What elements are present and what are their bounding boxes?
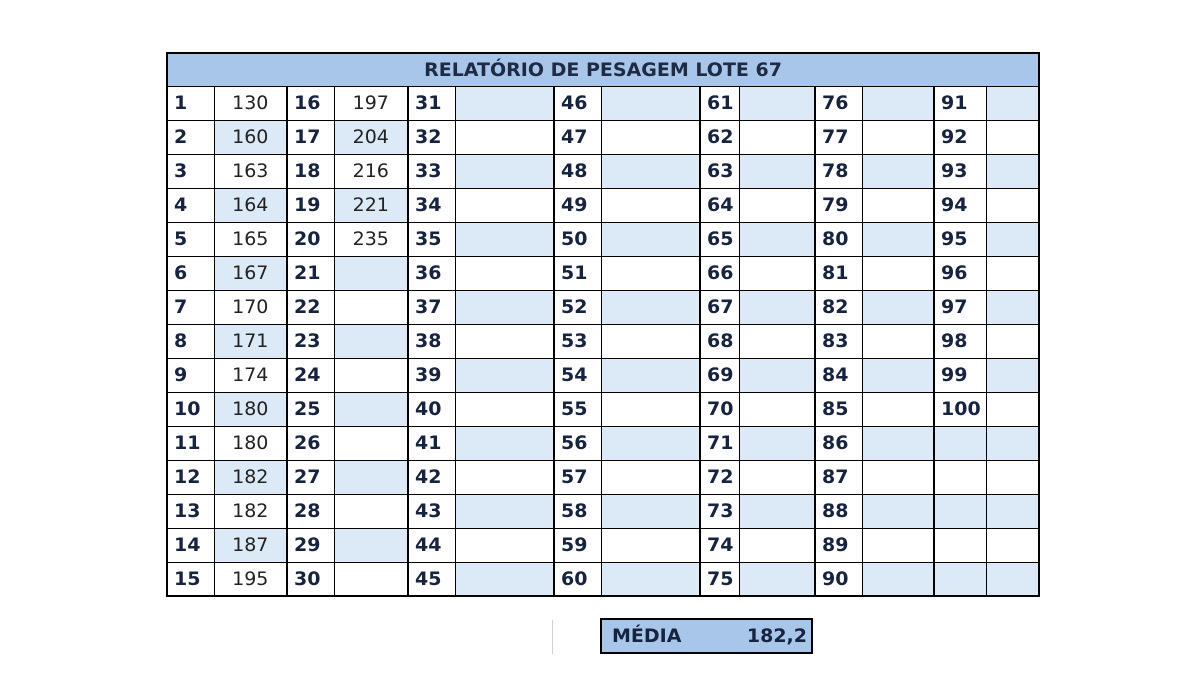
item-number-cell: 93	[934, 154, 986, 188]
item-number-cell: 86	[815, 426, 862, 460]
weight-value-cell	[739, 460, 815, 494]
table-row	[167, 392, 1039, 426]
item-number-cell: 46	[554, 86, 601, 120]
weight-value-cell	[739, 528, 815, 562]
weight-value-cell	[601, 290, 700, 324]
item-number-cell: 5	[167, 222, 214, 256]
item-number-cell: 67	[700, 290, 739, 324]
item-number-cell: 12	[167, 460, 214, 494]
weight-value-cell	[739, 358, 815, 392]
weight-value-cell	[601, 494, 700, 528]
weight-value-cell	[334, 358, 408, 392]
weight-value-cell	[986, 256, 1039, 290]
weight-value-cell	[455, 188, 554, 222]
item-number-cell: 36	[408, 256, 455, 290]
item-number-cell: 17	[287, 120, 334, 154]
table-row	[167, 460, 1039, 494]
weight-value-cell: 182	[214, 494, 287, 528]
item-number-cell: 64	[700, 188, 739, 222]
item-number-cell: 13	[167, 494, 214, 528]
weight-value-cell	[862, 120, 934, 154]
item-number-cell: 85	[815, 392, 862, 426]
item-number-cell: 20	[287, 222, 334, 256]
weight-value-cell	[601, 256, 700, 290]
table-row	[167, 290, 1039, 324]
weight-value-cell	[862, 290, 934, 324]
item-number-cell	[934, 562, 986, 596]
item-number-cell: 2	[167, 120, 214, 154]
item-number-cell: 8	[167, 324, 214, 358]
item-number-cell: 73	[700, 494, 739, 528]
average-value: 182,2	[746, 625, 807, 647]
item-number-cell: 74	[700, 528, 739, 562]
weight-value-cell	[455, 494, 554, 528]
item-number-cell: 6	[167, 256, 214, 290]
table-row	[167, 324, 1039, 358]
item-number-cell: 50	[554, 222, 601, 256]
weight-value-cell	[739, 188, 815, 222]
item-number-cell: 44	[408, 528, 455, 562]
weight-value-cell	[455, 460, 554, 494]
item-number-cell: 63	[700, 154, 739, 188]
weight-value-cell: 165	[214, 222, 287, 256]
weight-value-cell: 180	[214, 426, 287, 460]
report-title: RELATÓRIO DE PESAGEM LOTE 67	[167, 53, 1039, 86]
item-number-cell: 58	[554, 494, 601, 528]
table-row	[167, 426, 1039, 460]
item-number-cell: 53	[554, 324, 601, 358]
item-number-cell: 15	[167, 562, 214, 596]
item-number-cell: 90	[815, 562, 862, 596]
item-number-cell: 42	[408, 460, 455, 494]
weight-value-cell	[334, 562, 408, 596]
item-number-cell: 22	[287, 290, 334, 324]
item-number-cell: 35	[408, 222, 455, 256]
item-number-cell: 9	[167, 358, 214, 392]
weight-value-cell	[455, 358, 554, 392]
item-number-cell: 96	[934, 256, 986, 290]
weight-value-cell: 171	[214, 324, 287, 358]
weight-value-cell	[334, 494, 408, 528]
item-number-cell	[934, 460, 986, 494]
weight-value-cell	[455, 392, 554, 426]
item-number-cell: 3	[167, 154, 214, 188]
table-row	[167, 188, 1039, 222]
item-number-cell: 81	[815, 256, 862, 290]
table-row	[167, 358, 1039, 392]
weight-value-cell	[739, 154, 815, 188]
weight-value-cell	[739, 324, 815, 358]
weight-value-cell	[862, 528, 934, 562]
item-number-cell: 88	[815, 494, 862, 528]
weight-value-cell	[862, 222, 934, 256]
item-number-cell: 92	[934, 120, 986, 154]
item-number-cell: 23	[287, 324, 334, 358]
weight-value-cell	[739, 120, 815, 154]
weight-value-cell: 195	[214, 562, 287, 596]
average-box	[600, 618, 813, 654]
title-row	[167, 53, 1039, 86]
weight-value-cell	[601, 528, 700, 562]
weight-value-cell	[455, 562, 554, 596]
item-number-cell: 77	[815, 120, 862, 154]
item-number-cell: 26	[287, 426, 334, 460]
item-number-cell: 39	[408, 358, 455, 392]
item-number-cell: 54	[554, 358, 601, 392]
item-number-cell: 98	[934, 324, 986, 358]
table-row	[167, 120, 1039, 154]
weight-value-cell: 221	[334, 188, 408, 222]
item-number-cell: 55	[554, 392, 601, 426]
weight-value-cell	[334, 392, 408, 426]
average-label: MÉDIA	[612, 625, 682, 647]
item-number-cell: 41	[408, 426, 455, 460]
item-number-cell: 59	[554, 528, 601, 562]
weight-value-cell	[334, 256, 408, 290]
weight-value-cell	[862, 562, 934, 596]
weight-value-cell	[986, 324, 1039, 358]
weight-value-cell	[334, 426, 408, 460]
weight-value-cell	[601, 324, 700, 358]
weight-value-cell: 182	[214, 460, 287, 494]
weight-value-cell: 130	[214, 86, 287, 120]
weight-value-cell	[986, 494, 1039, 528]
weighing-report-table	[166, 52, 1040, 597]
weight-value-cell	[986, 290, 1039, 324]
weight-value-cell	[455, 528, 554, 562]
item-number-cell: 28	[287, 494, 334, 528]
item-number-cell: 84	[815, 358, 862, 392]
weight-value-cell: 197	[334, 86, 408, 120]
weight-value-cell	[986, 188, 1039, 222]
weight-value-cell	[601, 562, 700, 596]
weight-value-cell	[601, 154, 700, 188]
weight-value-cell	[862, 86, 934, 120]
weight-value-cell: 174	[214, 358, 287, 392]
weight-value-cell: 180	[214, 392, 287, 426]
item-number-cell: 87	[815, 460, 862, 494]
weight-value-cell: 187	[214, 528, 287, 562]
item-number-cell	[934, 528, 986, 562]
table-row	[167, 222, 1039, 256]
weight-value-cell	[862, 188, 934, 222]
weight-value-cell	[601, 460, 700, 494]
weight-value-cell	[862, 358, 934, 392]
item-number-cell: 24	[287, 358, 334, 392]
weight-value-cell	[739, 86, 815, 120]
weight-value-cell	[862, 256, 934, 290]
item-number-cell: 83	[815, 324, 862, 358]
item-number-cell: 99	[934, 358, 986, 392]
table-row	[167, 494, 1039, 528]
weight-value-cell	[862, 494, 934, 528]
table-row	[167, 256, 1039, 290]
item-number-cell: 32	[408, 120, 455, 154]
weight-value-cell	[455, 290, 554, 324]
weight-value-cell	[986, 528, 1039, 562]
divider-line	[552, 620, 553, 654]
item-number-cell: 34	[408, 188, 455, 222]
weighing-report-sheet	[166, 52, 1039, 597]
weight-value-cell	[739, 426, 815, 460]
item-number-cell: 10	[167, 392, 214, 426]
weight-value-cell: 160	[214, 120, 287, 154]
weight-value-cell	[986, 392, 1039, 426]
weight-value-cell	[455, 222, 554, 256]
weight-value-cell: 235	[334, 222, 408, 256]
item-number-cell: 60	[554, 562, 601, 596]
item-number-cell: 52	[554, 290, 601, 324]
weight-value-cell	[862, 154, 934, 188]
weight-value-cell	[455, 154, 554, 188]
weight-value-cell	[986, 562, 1039, 596]
item-number-cell: 69	[700, 358, 739, 392]
item-number-cell: 16	[287, 86, 334, 120]
item-number-cell: 4	[167, 188, 214, 222]
table-row	[167, 562, 1039, 596]
item-number-cell: 66	[700, 256, 739, 290]
item-number-cell: 57	[554, 460, 601, 494]
item-number-cell: 51	[554, 256, 601, 290]
weight-value-cell	[455, 324, 554, 358]
item-number-cell: 76	[815, 86, 862, 120]
item-number-cell: 78	[815, 154, 862, 188]
weight-value-cell: 167	[214, 256, 287, 290]
item-number-cell: 37	[408, 290, 455, 324]
weight-value-cell	[739, 562, 815, 596]
item-number-cell: 68	[700, 324, 739, 358]
weight-value-cell: 204	[334, 120, 408, 154]
item-number-cell: 65	[700, 222, 739, 256]
weight-value-cell	[986, 358, 1039, 392]
item-number-cell: 75	[700, 562, 739, 596]
weight-value-cell	[601, 426, 700, 460]
item-number-cell: 30	[287, 562, 334, 596]
item-number-cell	[934, 426, 986, 460]
item-number-cell: 80	[815, 222, 862, 256]
item-number-cell: 40	[408, 392, 455, 426]
weight-value-cell	[601, 188, 700, 222]
item-number-cell: 27	[287, 460, 334, 494]
item-number-cell: 14	[167, 528, 214, 562]
item-number-cell: 31	[408, 86, 455, 120]
weight-value-cell	[334, 460, 408, 494]
item-number-cell: 49	[554, 188, 601, 222]
weight-value-cell: 170	[214, 290, 287, 324]
weight-value-cell	[601, 358, 700, 392]
weight-value-cell	[986, 426, 1039, 460]
item-number-cell: 97	[934, 290, 986, 324]
weight-value-cell	[862, 460, 934, 494]
weight-value-cell: 164	[214, 188, 287, 222]
item-number-cell: 19	[287, 188, 334, 222]
weight-value-cell	[455, 120, 554, 154]
item-number-cell: 94	[934, 188, 986, 222]
weight-value-cell	[862, 324, 934, 358]
item-number-cell: 72	[700, 460, 739, 494]
item-number-cell: 1	[167, 86, 214, 120]
weight-value-cell	[455, 256, 554, 290]
weight-value-cell	[986, 154, 1039, 188]
table-row	[167, 528, 1039, 562]
item-number-cell: 95	[934, 222, 986, 256]
weight-value-cell: 163	[214, 154, 287, 188]
weight-value-cell: 216	[334, 154, 408, 188]
weight-value-cell	[739, 392, 815, 426]
item-number-cell: 25	[287, 392, 334, 426]
weight-value-cell	[739, 290, 815, 324]
weight-value-cell	[739, 494, 815, 528]
weight-value-cell	[601, 120, 700, 154]
item-number-cell: 56	[554, 426, 601, 460]
item-number-cell: 82	[815, 290, 862, 324]
item-number-cell: 89	[815, 528, 862, 562]
item-number-cell: 61	[700, 86, 739, 120]
item-number-cell: 70	[700, 392, 739, 426]
weight-value-cell	[455, 86, 554, 120]
weight-value-cell	[601, 86, 700, 120]
item-number-cell: 79	[815, 188, 862, 222]
item-number-cell	[934, 494, 986, 528]
weight-value-cell	[986, 86, 1039, 120]
weight-value-cell	[334, 324, 408, 358]
item-number-cell: 38	[408, 324, 455, 358]
weight-value-cell	[986, 222, 1039, 256]
table-row	[167, 154, 1039, 188]
item-number-cell: 21	[287, 256, 334, 290]
weight-value-cell	[455, 426, 554, 460]
weight-value-cell	[601, 222, 700, 256]
item-number-cell: 47	[554, 120, 601, 154]
item-number-cell: 43	[408, 494, 455, 528]
weight-value-cell	[739, 256, 815, 290]
item-number-cell: 29	[287, 528, 334, 562]
weight-value-cell	[334, 528, 408, 562]
item-number-cell: 91	[934, 86, 986, 120]
item-number-cell: 100	[934, 392, 986, 426]
item-number-cell: 7	[167, 290, 214, 324]
table-row	[167, 86, 1039, 120]
weight-value-cell	[986, 460, 1039, 494]
item-number-cell: 33	[408, 154, 455, 188]
weight-value-cell	[862, 426, 934, 460]
item-number-cell: 11	[167, 426, 214, 460]
weight-value-cell	[739, 222, 815, 256]
weight-value-cell	[334, 290, 408, 324]
weight-value-cell	[601, 392, 700, 426]
item-number-cell: 62	[700, 120, 739, 154]
item-number-cell: 48	[554, 154, 601, 188]
weight-value-cell	[862, 392, 934, 426]
item-number-cell: 45	[408, 562, 455, 596]
weight-value-cell	[986, 120, 1039, 154]
item-number-cell: 18	[287, 154, 334, 188]
item-number-cell: 71	[700, 426, 739, 460]
